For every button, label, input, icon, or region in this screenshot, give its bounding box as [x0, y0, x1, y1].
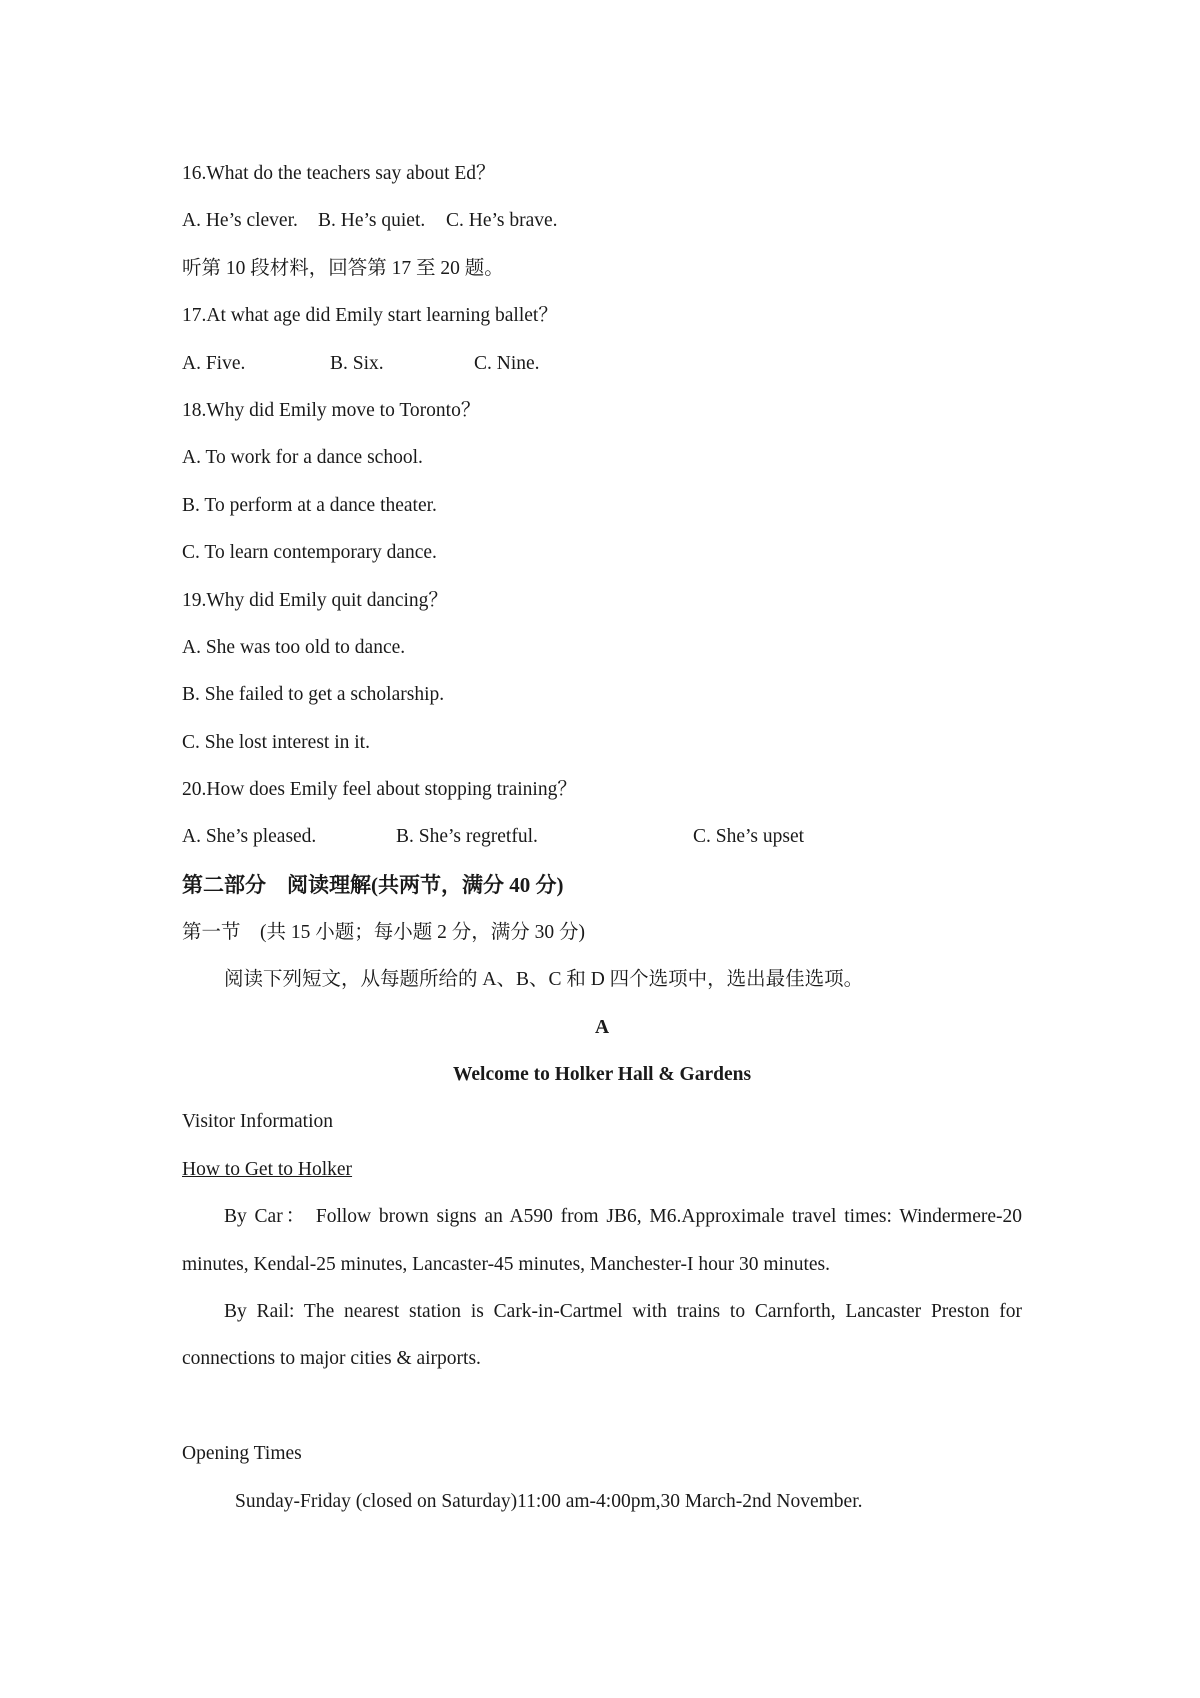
- q17-options: [182, 340, 1022, 387]
- opening-times-detail: Sunday-Friday (closed on Saturday)11:00 am-4:00pm,30 March-2nd November.: [235, 1490, 863, 1512]
- q17-option-b: B. Six.: [330, 352, 384, 374]
- by-car-paragraph: [182, 1193, 1022, 1288]
- reading-instruction: 阅读下列短文，从每题所给的 A、B、C 和 D 四个选项中，选出最佳选项。: [224, 969, 864, 991]
- q20-option-b: B. She’s regretful.: [396, 826, 538, 848]
- q20-question: 20.How does Emily feel about stopping training？: [182, 779, 577, 801]
- q16-option-b: B. He’s quiet.: [318, 210, 426, 232]
- spacer: [182, 1383, 1022, 1430]
- visitor-info-heading: Visitor Information: [182, 1111, 334, 1133]
- by-rail-paragraph: [182, 1288, 1022, 1383]
- q16-option-a: A. He’s clever.: [182, 210, 298, 232]
- section1-title: 第一节 (共 15 小题；每小题 2 分，满分 30 分): [182, 921, 585, 943]
- q17-question: 17.At what age did Emily start learning ballet？: [182, 305, 558, 327]
- q19-option-a: A. She was too old to dance.: [182, 636, 406, 658]
- q16-option-c: C. He’s brave.: [446, 210, 558, 232]
- exam-page: [182, 150, 1022, 1525]
- part2-title: 第二部分 阅读理解(共两节，满分 40 分): [182, 872, 564, 897]
- q20-option-a: A. She’s pleased.: [182, 826, 317, 848]
- q17-option-c: C. Nine.: [474, 352, 540, 374]
- passage-title: Welcome to Holker Hall & Gardens: [452, 1064, 752, 1086]
- by-rail-text: By Rail: The nearest station is Cark-in-Cartmel with trains to Carnforth, Lancaster Preston for connections to major cities & airports.: [182, 1301, 1022, 1370]
- q20-option-c: C. She’s upset: [693, 826, 805, 848]
- how-to-get-heading: How to Get to Holker: [182, 1158, 353, 1180]
- q18-option-b: B. To perform at a dance theater.: [182, 494, 437, 516]
- q17-option-a: A. Five.: [182, 352, 246, 374]
- q16-question: 16.What do the teachers say about Ed？: [182, 163, 496, 184]
- opening-times-heading: Opening Times: [182, 1443, 302, 1465]
- by-car-text: By Car： Follow brown signs an A590 from JB6, M6.Approximale travel times: Windermere-20 minutes, Kendal-25 minutes, Lancaster-45 minutes, Manchester-I hour 30 minutes.: [182, 1206, 1022, 1275]
- q18-question: 18.Why did Emily move to Toronto？: [182, 399, 481, 421]
- q18-option-a: A. To work for a dance school.: [182, 447, 423, 469]
- q16-options: [182, 197, 1022, 244]
- section10-instruction: 听第 10 段材料，回答第 17 至 20 题。: [182, 257, 504, 279]
- q20-options: [182, 813, 1022, 860]
- q19-option-c: C. She lost interest in it.: [182, 731, 370, 753]
- passage-label: A: [594, 1016, 610, 1038]
- q19-question: 19.Why did Emily quit dancing？: [182, 589, 448, 611]
- q19-option-b: B. She failed to get a scholarship.: [182, 684, 445, 706]
- q18-option-c: C. To learn contemporary dance.: [182, 542, 437, 564]
